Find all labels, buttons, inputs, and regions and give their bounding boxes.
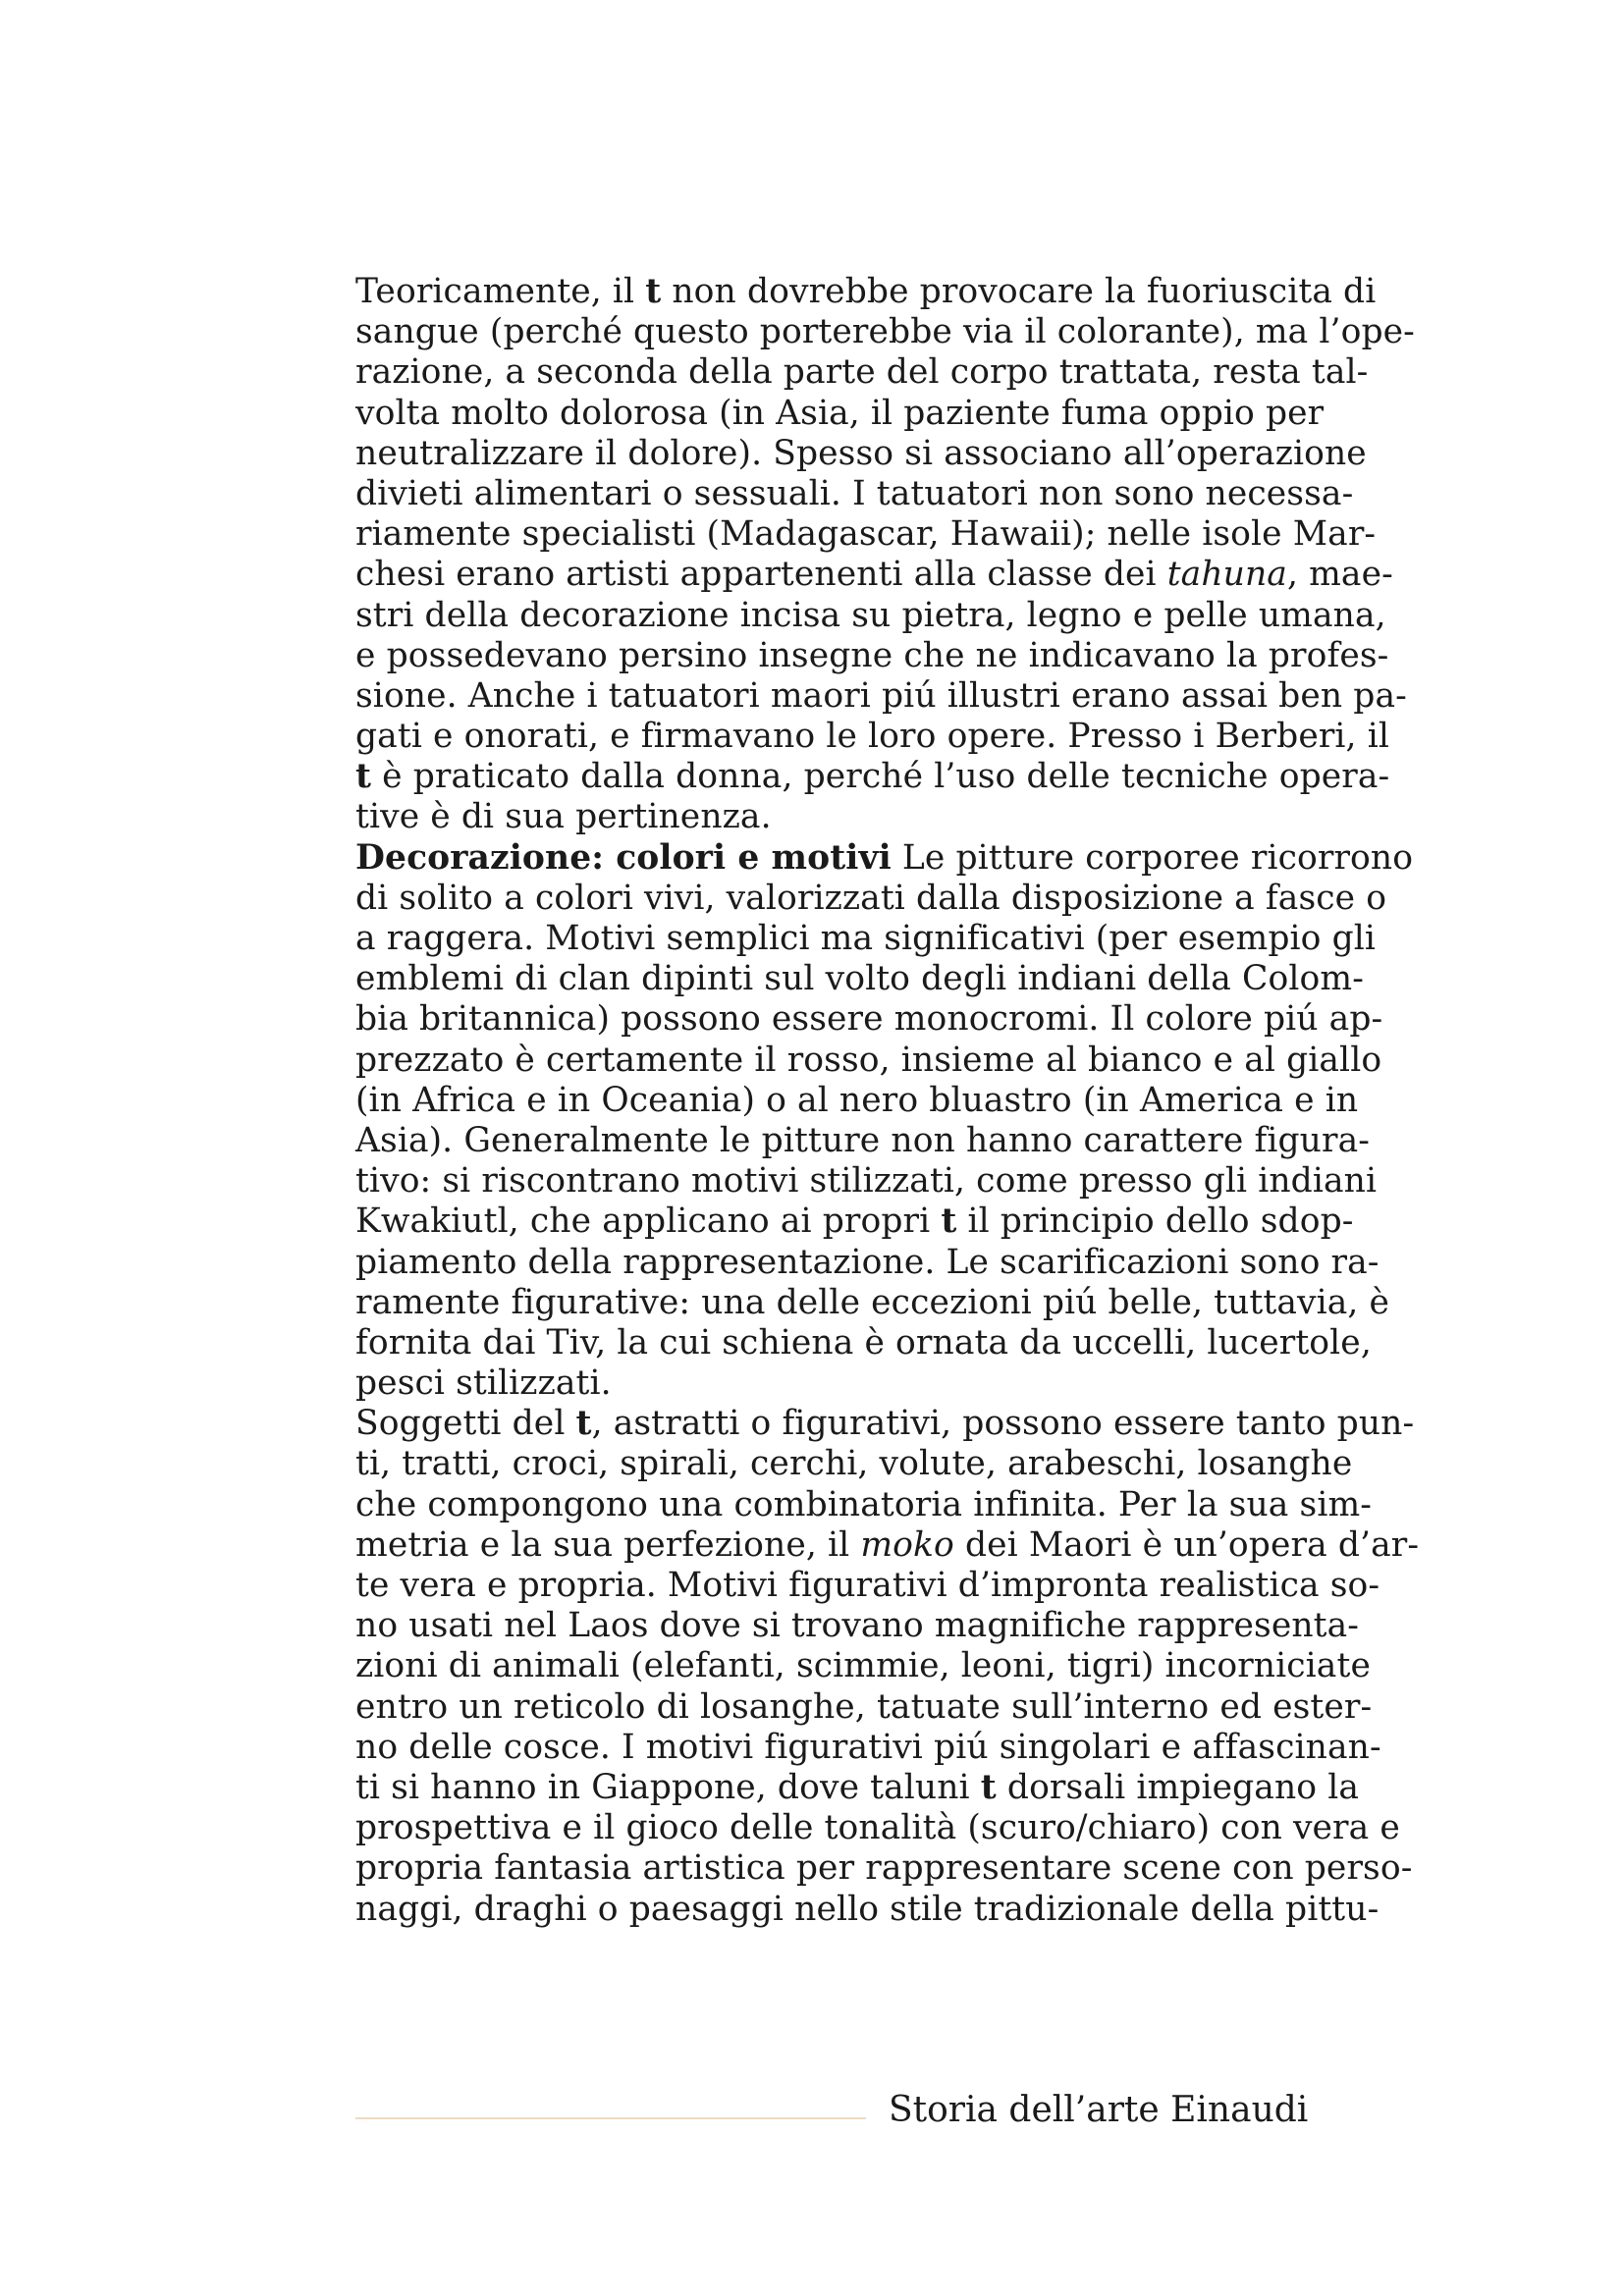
footer-rule xyxy=(355,2117,866,2119)
text-line: prezzato è certamente il rosso, insieme al bianco e al giallo xyxy=(355,1040,1382,1080)
text-line: naggi, draghi o paesaggi nello stile tradizionale della pittu- xyxy=(355,1889,1380,1929)
text-line: neutralizzare il dolore). Spesso si associano all’operazione xyxy=(355,433,1367,473)
text-line: ti si hanno in Giappone, dove taluni t dorsali impiegano la xyxy=(355,1767,1360,1807)
entry-abbrev: t xyxy=(645,272,662,311)
text-line: entro un reticolo di losanghe, tatuate sull’interno ed ester- xyxy=(355,1686,1373,1727)
text-line: a raggera. Motivi semplici ma significativi (per esempio gli xyxy=(355,919,1377,958)
text-line: metria e la sua perfezione, il moko dei Maori è un’opera d’ar- xyxy=(355,1524,1420,1565)
text-line: te vera e propria. Motivi figurativi d’impronta realistica so- xyxy=(355,1566,1380,1605)
text-line: gati e onorati, e firmavano le loro opere. Presso i Berberi, il xyxy=(355,717,1389,757)
text-line: Teoricamente, il t non dovrebbe provocare la fuoriuscita di xyxy=(355,272,1377,311)
text-line: chesi erano artisti appartenenti alla classe dei tahuna, mae- xyxy=(355,555,1393,595)
text-line: tive è di sua pertinenza. xyxy=(355,797,772,837)
text-line: che compongono una combinatoria infinita. Per la sua sim- xyxy=(355,1484,1373,1524)
text-line: t è praticato dalla donna, perché l’uso delle tecniche opera- xyxy=(355,757,1390,797)
text-line: prospettiva e il gioco delle tonalità (scuro/chiaro) con vera e xyxy=(355,1808,1400,1848)
italic-term: tahuna xyxy=(1166,555,1287,595)
body-text xyxy=(355,272,1420,1930)
text-line: Kwakiutl, che applicano ai propri t il principio dello sdop- xyxy=(355,1201,1354,1242)
text-line: (in Africa e in Oceania) o al nero bluastro (in America e in xyxy=(355,1080,1359,1120)
text-line: di solito a colori vivi, valorizzati dalla disposizione a fasce o xyxy=(355,878,1387,918)
text-line: ti, tratti, croci, spirali, cerchi, volute, arabeschi, losanghe xyxy=(355,1444,1353,1484)
text-line: zioni di animali (elefanti, scimmie, leoni, tigri) incorniciate xyxy=(355,1646,1371,1686)
text-line: sangue (perché questo porterebbe via il colorante), ma l’ope- xyxy=(355,312,1415,352)
text-line: piamento della rappresentazione. Le scarificazioni sono ra- xyxy=(355,1242,1380,1282)
text-line: ramente figurative: una delle eccezioni piú belle, tuttavia, è xyxy=(355,1282,1390,1322)
section-heading: Decorazione: colori e motivi xyxy=(355,837,892,878)
entry-abbrev: t xyxy=(355,757,372,797)
text-line: divieti alimentari o sessuali. I tatuatori non sono necessa- xyxy=(355,473,1354,513)
entry-abbrev: t xyxy=(575,1404,592,1444)
text-line: bia britannica) possono essere monocromi. Il colore piú ap- xyxy=(355,999,1383,1040)
text-line: razione, a seconda della parte del corpo trattata, resta tal- xyxy=(355,352,1369,393)
text-line: volta molto dolorosa (in Asia, il paziente fuma oppio per xyxy=(355,393,1325,433)
text-line: riamente specialisti (Madagascar, Hawaii); nelle isole Mar- xyxy=(355,514,1377,555)
text-line: sione. Anche i tatuatori maori piú illustri erano assai ben pa- xyxy=(355,675,1407,716)
text-line: propria fantasia artistica per rappresentare scene con perso- xyxy=(355,1848,1413,1889)
text-line: e possedevano persino insegne che ne indicavano la profes- xyxy=(355,635,1389,675)
entry-abbrev: t xyxy=(941,1201,957,1242)
text-line: emblemi di clan dipinti sul volto degli indiani della Colom- xyxy=(355,959,1364,999)
entry-abbrev: t xyxy=(980,1767,997,1807)
text-line: Soggetti del t, astratti o figurativi, possono essere tanto pun- xyxy=(355,1404,1415,1444)
text-line: tivo: si riscontrano motivi stilizzati, come presso gli indiani xyxy=(355,1161,1378,1201)
text-line: stri della decorazione incisa su pietra, legno e pelle umana, xyxy=(355,595,1386,635)
text-line: no delle cosce. I motivi figurativi piú singolari e affascinan- xyxy=(355,1727,1381,1767)
text-line: Asia). Generalmente le pitture non hanno carattere figura- xyxy=(355,1120,1371,1160)
italic-term: moko xyxy=(860,1524,954,1565)
text-line: fornita dai Tiv, la cui schiena è ornata da uccelli, lucertole, xyxy=(355,1322,1372,1362)
text-line: pesci stilizzati. xyxy=(355,1363,612,1404)
text-line: no usati nel Laos dove si trovano magnifiche rappresenta- xyxy=(355,1606,1360,1646)
text-line: Decorazione: colori e motivi Le pitture corporee ricorrono xyxy=(355,837,1414,878)
footer-title: Storia dell’arte Einaudi xyxy=(889,2090,1309,2130)
